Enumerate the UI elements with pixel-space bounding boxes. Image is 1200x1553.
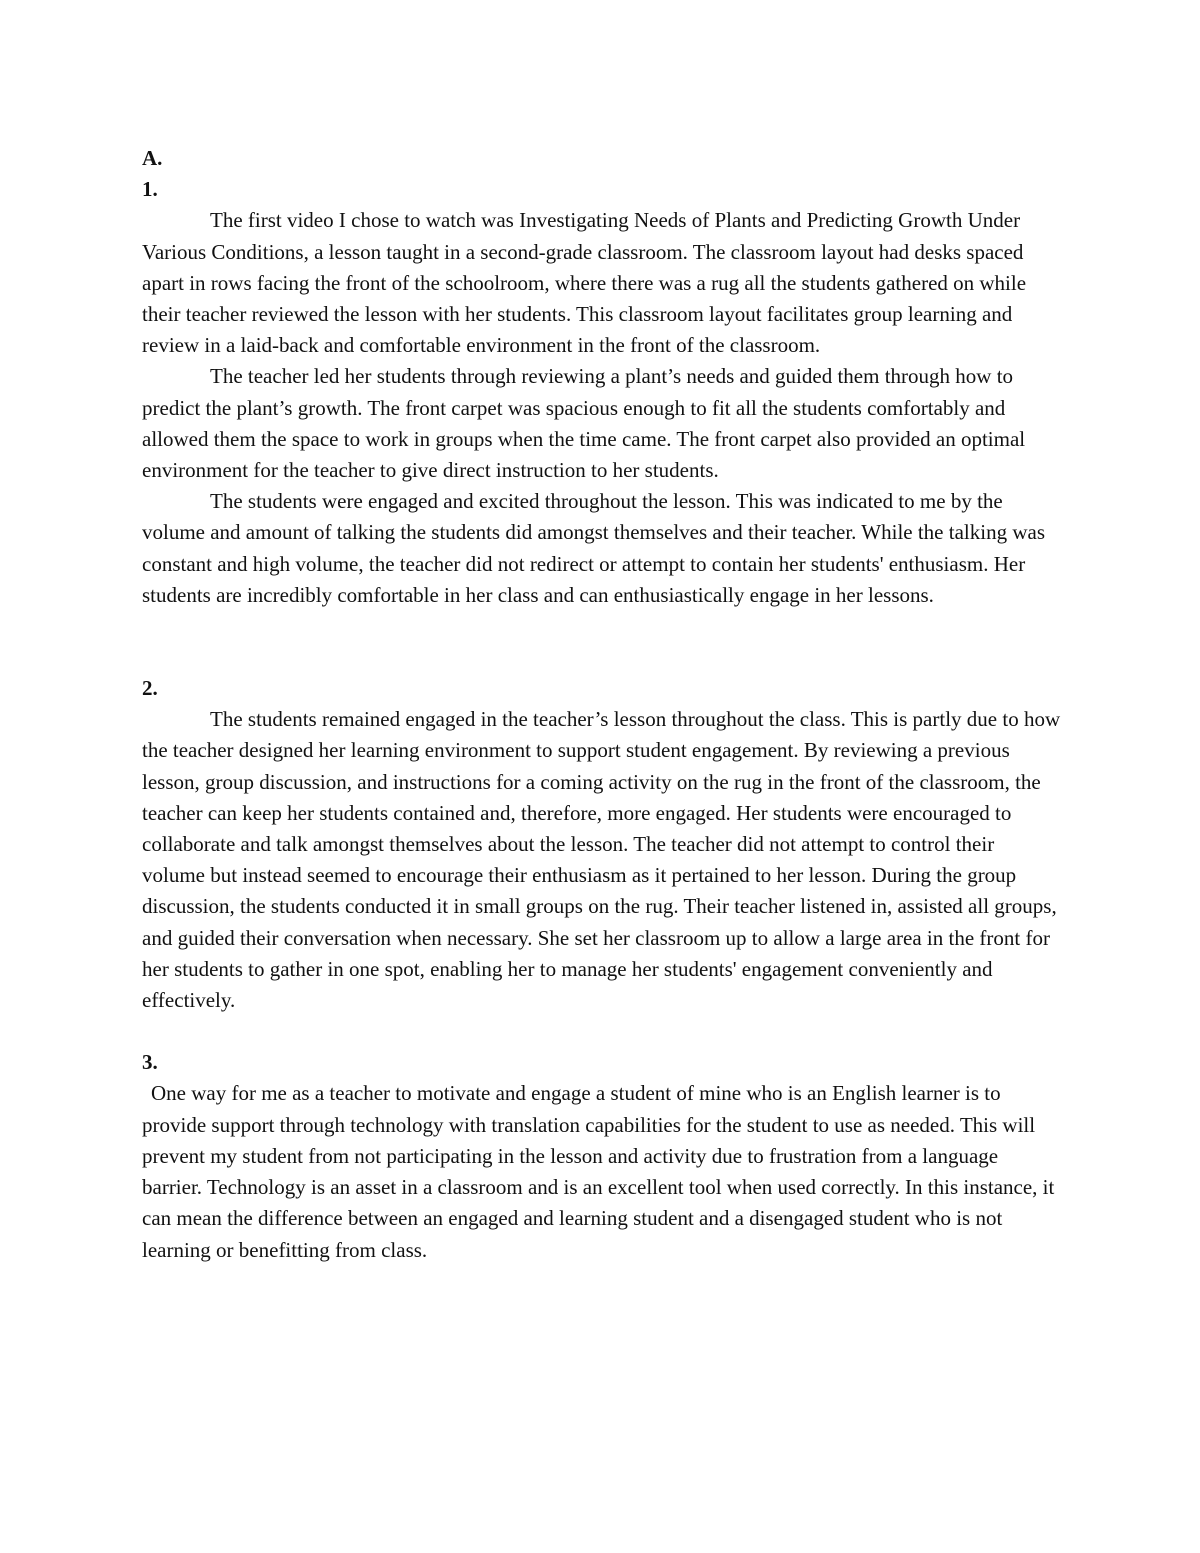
question-number-1: 1. [142,177,158,202]
blank-lines [142,611,1062,673]
blank-line [142,1016,1062,1047]
q1-paragraph: The students were engaged and excited throughout the lesson. This was indicated to me by the volume and amount of talking the students did amongst themselves and their teacher. While the talking was constant and high volume, the teacher did not redirect or attempt to contain her students' enthusiasm. Her students are incredibly comfortable in her class and can enthusiastically engage in her lessons. [142,489,1045,607]
question-number-3: 3. [142,1050,158,1075]
q3-paragraph: One way for me as a teacher to motivate and engage a student of mine who is an English learner is to provide support through technology with translation capabilities for the student to use as needed. This will prevent my student from not participating in the lesson and activity due to frustration from a language barrier. Technology is an asset in a classroom and is an excellent tool when used correctly. In this instance, it can mean the difference between an engaged and learning student and a disengaged student who is not learning or benefitting from class. [142,1081,1055,1262]
q2-paragraph: The students remained engaged in the teacher’s lesson throughout the class. This is partly due to how the teacher designed her learning environment to support student engagement. By reviewing a previous lesson, group discussion, and instructions for a coming activity on the rug in the front of the classroom, the teacher can keep her students contained and, therefore, more engaged. Her students were encouraged to collaborate and talk amongst themselves about the lesson. The teacher did not attempt to control their volume but instead seemed to encourage their enthusiasm as it pertained to her lesson. During the group discussion, the students conducted it in small groups on the rug. Their teacher listened in, assisted all groups, and guided their conversation when necessary. She set her classroom up to allow a large area in the front for her students to gather in one spot, enabling her to manage her students' engagement conveniently and effectively. [142,707,1061,1013]
section-heading-a: A. [142,146,163,170]
document-body [142,143,1062,1266]
q1-paragraph: The teacher led her students through reviewing a plant’s needs and guided them through how to predict the plant’s growth. The front carpet was spacious enough to fit all the students comfortably and allowed them the space to work in groups when the time came. The front carpet also provided an optimal environment for the teacher to give direct instruction to her students. [142,364,1026,483]
question-number-2: 2. [142,676,158,701]
q1-paragraph: The first video I chose to watch was Investigating Needs of Plants and Predicting Growth Under Various Conditions, a lesson taught in a second-grade classroom. The classroom layout had desks spaced apart in rows facing the front of the schoolroom, where there was a rug all the students gathered on while their teacher reviewed the lesson with her students. This classroom layout facilitates group learning and review in a laid-back and comfortable environment in the front of the classroom. [142,208,1027,358]
